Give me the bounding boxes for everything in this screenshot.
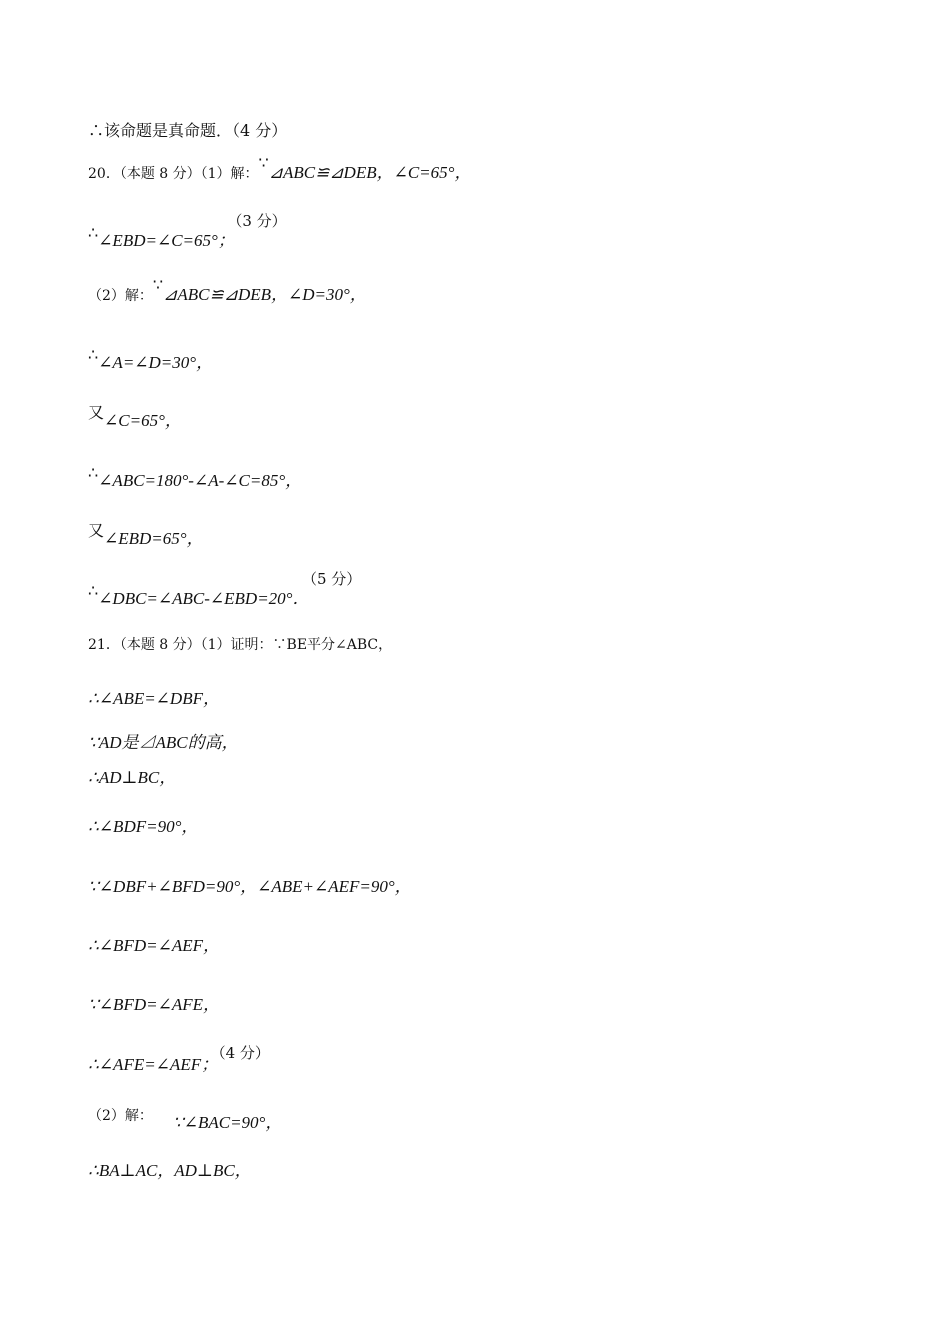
score-note: （4 分） xyxy=(218,1044,270,1062)
conclusion-text: ∴该命题是真命题．（4 分） xyxy=(88,121,288,140)
line-1 xyxy=(88,118,287,141)
line-8 xyxy=(88,516,204,548)
part-label: （2）解： xyxy=(88,288,153,304)
line-10 xyxy=(88,634,392,654)
line-7 xyxy=(88,458,303,490)
math-expression: ∵AD是⊿ABC的高， xyxy=(88,733,239,752)
part-label: （2）解： xyxy=(88,1108,153,1124)
also-word: 又 xyxy=(88,521,105,540)
problem-21-header: 21．（本题 8 分）（1）证明：∵BE平分∠ABC， xyxy=(88,637,393,653)
line-3 xyxy=(88,212,287,250)
line-4 xyxy=(88,275,367,305)
because-symbol: ∵ xyxy=(258,153,269,172)
math-expression: ∴∠AFE=∠AEF； xyxy=(88,1055,219,1074)
line-6 xyxy=(88,398,182,430)
math-expression: ∵∠BFD=∠AFE， xyxy=(88,995,220,1014)
line-18 xyxy=(88,1044,270,1075)
math-expression: ⊿ABC≌⊿DEB，∠D=30°， xyxy=(163,285,367,304)
line-12 xyxy=(88,728,239,753)
line-20 xyxy=(88,1156,252,1181)
math-expression: ∠A=∠D=30°， xyxy=(98,353,214,372)
therefore-symbol: ∴ xyxy=(88,345,99,364)
problem-20-header: 20．（本题 8 分）（1）解： xyxy=(88,166,259,182)
math-expression: ∠C=65°， xyxy=(104,411,182,430)
also-word: 又 xyxy=(88,403,105,422)
math-expression: ∴∠BFD=∠AEF， xyxy=(88,936,220,955)
because-symbol: ∵ xyxy=(152,275,164,294)
therefore-symbol: ∴ xyxy=(88,463,99,482)
line-5 xyxy=(88,340,214,372)
line-11 xyxy=(88,684,220,709)
math-expression: ∠DBC=∠ABC-∠EBD=20°． xyxy=(98,589,310,608)
therefore-symbol: ∴ xyxy=(88,581,99,600)
line-19 xyxy=(88,1100,283,1132)
line-17 xyxy=(88,990,220,1015)
math-expression: ∠EBD=∠C=65°； xyxy=(98,231,235,250)
therefore-symbol: ∴ xyxy=(88,223,99,242)
math-expression: ∵∠DBF+∠BFD=90°，∠ABE+∠AEF=90°， xyxy=(88,877,412,896)
line-2 xyxy=(88,153,472,183)
line-16 xyxy=(88,931,220,956)
math-expression: ∴∠ABE=∠DBF， xyxy=(88,689,220,708)
line-14 xyxy=(88,812,198,837)
math-expression: ∴∠BDF=90°， xyxy=(88,817,199,836)
math-expression: ∠EBD=65°， xyxy=(104,529,204,548)
math-expression: ∵∠BAC=90°， xyxy=(172,1113,283,1132)
math-expression: ∴BA⊥AC，AD⊥BC， xyxy=(88,1161,252,1180)
math-expression: ∴AD⊥BC， xyxy=(88,768,177,787)
score-note: （3 分） xyxy=(234,212,287,230)
line-9 xyxy=(88,570,362,608)
math-expression: ∠ABC=180°-∠A-∠C=85°， xyxy=(98,471,303,490)
math-expression: ⊿ABC≌⊿DEB，∠C=65°， xyxy=(268,163,472,182)
line-15 xyxy=(88,872,412,897)
score-note: （5 分） xyxy=(309,570,362,588)
line-13 xyxy=(88,763,176,788)
